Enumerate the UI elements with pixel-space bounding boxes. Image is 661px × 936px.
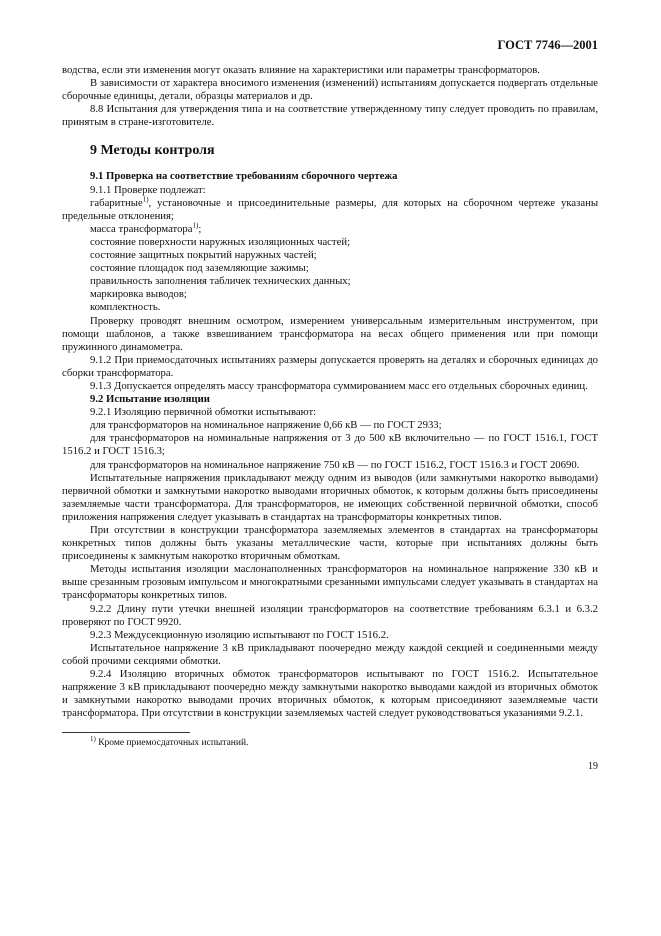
paragraph: Испытательные напряжения прикладывают между одним из выводов (или замкнутыми накоротко выводами) первичной обмотки и замкнутыми накоротко выводами вторичных обмоток, к которым должны быть присоединены заземляемые части трансформатора. Для трансформаторов, не имеющих собственной первичной обмотки, способ приложения напряжения следует указывать в стандартах на трансформаторы конкретных типов. (62, 471, 598, 523)
list-item: состояние защитных покрытий наружных частей; (90, 249, 317, 262)
list-item-text: габаритные (90, 196, 143, 209)
paragraph: для трансформаторов на номинальное напряжение 0,66 кВ — по ГОСТ 2933; (90, 419, 442, 432)
list-item (62, 197, 598, 223)
clause-9-2-3: 9.2.3 Междусекционную изоляцию испытывают по ГОСТ 1516.2. (90, 628, 389, 641)
paragraph: Проверку проводят внешним осмотром, измерением универсальным измерительным инструментом, при помощи шаблонов, а также взвешиванием трансформатора на весах общего применения или при помощи пружинного динамометра. (62, 314, 598, 353)
footnote-text: Кроме приемосдаточных испытаний. (95, 738, 249, 749)
footnote-ref: 1) (192, 221, 199, 230)
paragraph: для трансформаторов на номинальное напряжение 750 кВ — по ГОСТ 1516.2, ГОСТ 1516.3 и ГОСТ 20690. (90, 458, 580, 471)
footnote-mark: 1) (90, 735, 96, 744)
clause-9-2-4: 9.2.4 Изоляцию вторичных обмоток трансформаторов испытывают по ГОСТ 1516.2. Испытательное напряжение 3 кВ прикладывают поочередно между замкнутыми накоротко выводами каждой из вторичных обмоток и замкнутыми накоротко выводами прочих вторичных обмоток, к которым присоединяют заземляемые части трансформатора. При отсутствии в конструкции заземляемых частей следует руководствоваться указаниями 9.2.1. (62, 668, 598, 720)
page-header (62, 38, 598, 64)
paragraph: При отсутствии в конструкции трансформатора заземляемых элементов в стандартах на трансформаторы конкретных типов должны быть указаны металлические части, которые при испытаниях должны быть присоединены к замкнутым накоротко вторичным обмоткам. (62, 524, 598, 563)
clause-9-2-2: 9.2.2 Длину пути утечки внешней изоляции трансформаторов на соответствие требованиям 6.3.1 и 6.3.2 проверяют по ГОСТ 9920. (62, 602, 598, 628)
paragraph: В зависимости от характера вносимого изменения (изменений) испытаниям допускается подвергать отдельные сборочные единицы, детали, образцы материалов и др. (62, 77, 598, 103)
paragraph: Методы испытания изоляции маслонаполненных трансформаторов на номинальное напряжение 330 кВ и выше срезанным грозовым импульсом и многократными срезанными импульсами следует указывать в стандартах на трансформаторы конкретных типов. (62, 563, 598, 602)
paragraph: Испытательное напряжение 3 кВ прикладывают поочередно между каждой секцией и соединенными между собой прочими секциями обмотки. (62, 641, 598, 667)
standard-code: ГОСТ 7746—2001 (497, 38, 598, 52)
document-page (62, 38, 598, 918)
list-item-text: , установочные и присоединительные размеры, для которых на сборочном чертеже указаны предельные отклонения; (62, 196, 598, 222)
clause-9-1-2: 9.1.2 При приемосдаточных испытаниях размеры допускается проверять на деталях и сборочных единицах до сборки трансформатора. (62, 353, 598, 379)
page-number: 19 (588, 761, 598, 773)
footnote (62, 737, 598, 749)
list-item-text: масса трансформатора (90, 222, 193, 235)
subsection-title-9-1: 9.1 Проверка на соответствие требованиям сборочного чертежа (90, 170, 398, 183)
list-item-text: ; (198, 222, 202, 235)
clause-9-2-1: 9.2.1 Изоляцию первичной обмотки испытывают: (90, 406, 317, 419)
list-item: состояние площадок под заземляющие зажимы; (90, 262, 309, 275)
section-title: 9 Методы контроля (90, 143, 215, 159)
footnote-ref: 1) (142, 195, 149, 204)
list-item: маркировка выводов; (90, 288, 187, 301)
paragraph: водства, если эти изменения могут оказать влияние на характеристики или параметры трансформаторов. (62, 64, 540, 76)
subsection-title-9-2: 9.2 Испытание изоляции (90, 393, 210, 406)
clause-9-1-1: 9.1.1 Проверке подлежат: (90, 183, 206, 196)
paragraph: для трансформаторов на номинальные напряжения от 3 до 500 кВ включительно — по ГОСТ 1516.1, ГОСТ 1516.2 и ГОСТ 1516.3; (62, 432, 598, 458)
clause-9-1-3: 9.1.3 Допускается определять массу трансформатора суммированием масс его отдельных сборочных единиц. (90, 379, 588, 392)
footnote-divider (62, 732, 190, 733)
paragraph-8-8: 8.8 Испытания для утверждения типа и на соответствие утвержденному типу следует проводить по правилам, принятым в стране-изготовителе. (62, 103, 598, 129)
list-item (62, 223, 598, 236)
list-item: правильность заполнения табличек технических данных; (90, 275, 351, 288)
list-item: состояние поверхности наружных изоляционных частей; (90, 235, 351, 248)
list-item: комплектность. (90, 301, 161, 314)
